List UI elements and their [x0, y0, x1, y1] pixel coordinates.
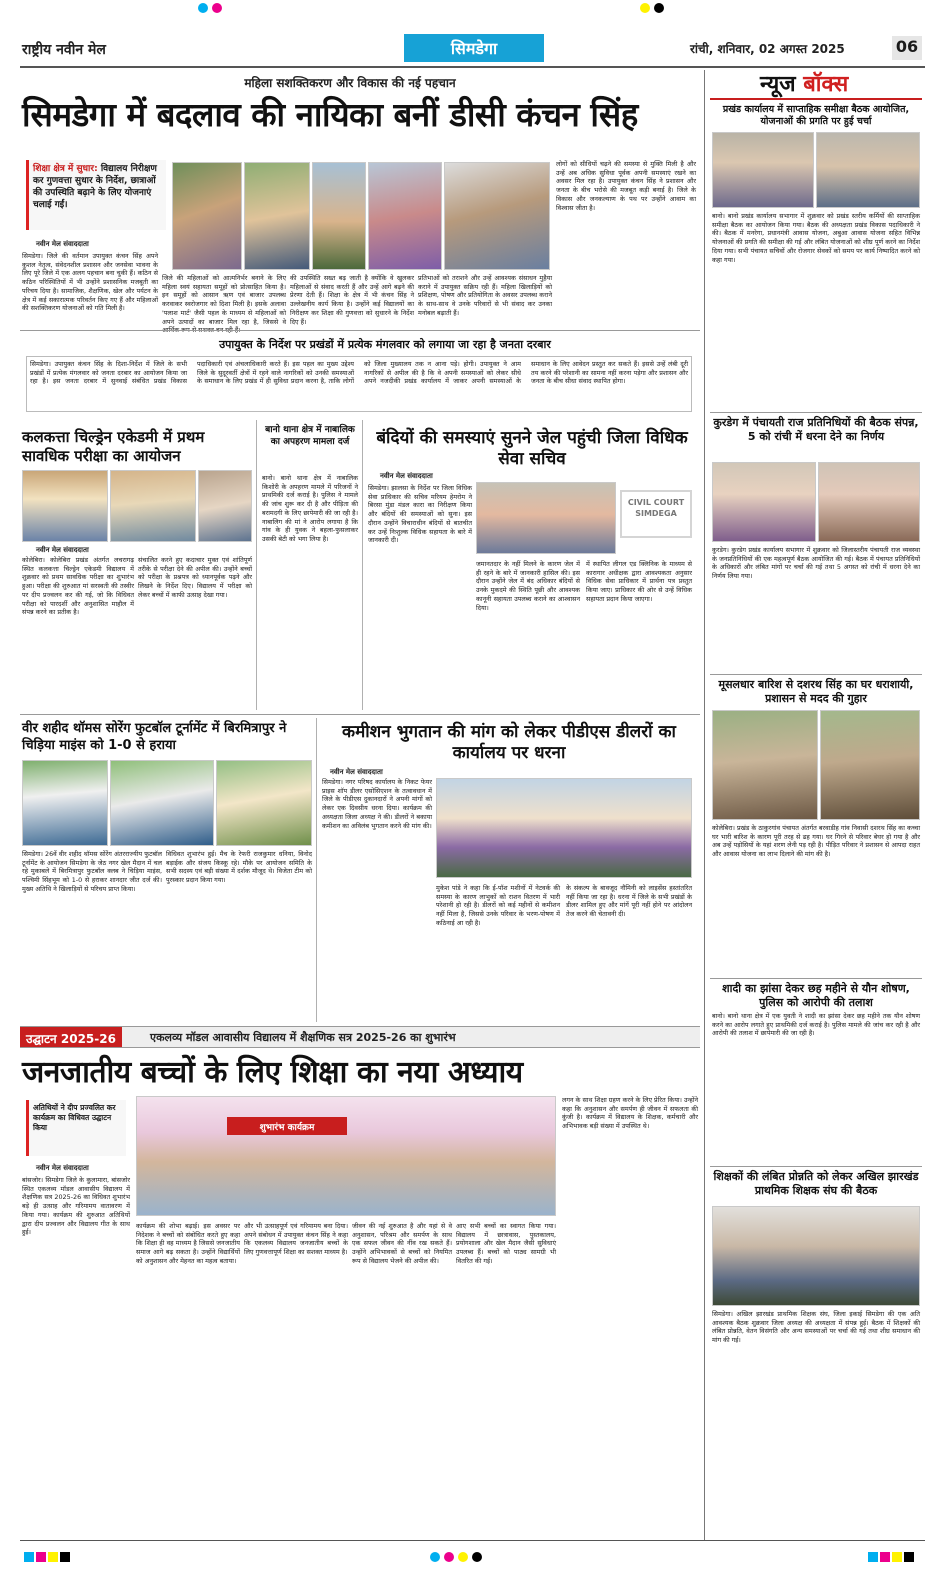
lead-highlight: [26, 160, 166, 230]
jail-col-3: में स्थापित लीगल एड क्लिनिक के माध्यम से कारागार अधीक्षक द्वारा आवश्यकता अनुसार विधिक सेवा प्राधिकार में प्रार्थना पत्र प्रस्तुत किया जाए। प्राधिकार की ओर से उन्हें विधिक सहायता प्रदान किया जाएगा।: [586, 560, 692, 603]
newsbox-title-black: न्यूज: [760, 72, 796, 97]
photo-caption: शुभारंभ कार्यक्रम: [227, 1117, 347, 1135]
jail-headline: बंदियों की समस्याएं सुनने जेल पहुंची जिला विधिक सेवा सचिव: [376, 428, 688, 469]
jail-col-1: सिमडेगा। झालसा के निर्देश पर जिला विधिक सेवा प्राधिकार की सचिव मरियम हेमरोम ने बिरसा मुंडा मंडल कारा का निरीक्षण किया और बंदियों की समस्याओं को सुना। इस दौरान उन्होंने विचाराधीन बंदियों से बातचीत कर उन्हें निःशुल्क विधिक सहायता के बारे में जानकारी दी।: [368, 484, 472, 545]
color-swatch: [904, 1552, 914, 1562]
registration-top: [20, 4, 925, 6]
pds-col-2: मुकेश पांडे ने कहा कि ई-पॉश मशीनों में नेटवर्क की समस्या के कारण लाभुकों को राशन वितरण में भारी परेशानी हो रही है। डीलरों को कई महीनों से कमीशन नहीं मिला है, जिससे उनके परिवार के भरण-पोषण में कठिनाई आ रही है।: [436, 884, 560, 927]
ekalavya-col-4: जीवन की नई शुरुआत है और यहां से वे अनुशासन, परिश्रम और समर्पण के साथ एक सफल जीवन की नींव रख सकते हैं। उन्होंने अभिभावकों से बच्चों को नियमित रूप से विद्यालय भेजने की अपील की।: [352, 1222, 452, 1265]
newsbox-title-red: बॉक्स: [803, 72, 849, 97]
newsbox-item3-text: कोलेबिरा। प्रखंड के ठाकुरगांव पंचायत अंतर्गत बरवाडीह गांव निवासी दशरथ सिंह का कच्चा घर भारी बारिश के कारण पूरी तरह से ढह गया। घर गिरने से परिवार बेघर हो गया है और अब उन्हें पड़ोसियों के यहां शरण लेनी पड़ रही है। पीड़ित परिवार ने प्रशासन से आपदा राहत और आवास योजना का लाभ दिलाने की मांग की है।: [712, 824, 920, 859]
lead-col-5: लोगों को सीधियों चढ़ने की समस्या से मुक्ति मिली है और उन्हें अब अधिक सुविधा पूर्वक अपनी समस्याएं रखने का अवसर मिल रहा है। उपायुक्त कंचन सिंह ने प्रशासन और जनता के बीच भरोसे की मजबूत कड़ी बनाई है। जिले के विकास और जनकल्याण के पथ पर उन्होंने आवाम का विश्वास जीता है।: [556, 160, 696, 212]
registration-dot: [458, 1552, 468, 1562]
divider: [362, 420, 363, 710]
registration-dot: [472, 1552, 482, 1562]
calcutta-col-2: संचालित करने हुए कदाचार मुक्त एवं शांतिपूर्ण तरीके से परीक्षा देने की अपील की। उन्होंने बच्चों को परीक्षा के प्रश्नपत्र को ध्यानपूर्वक पढ़ने और लिखने के निर्देश दिए। विद्यालय में परीक्षा को लेकर बच्चों में काफी उत्साह देखा गया।: [138, 556, 252, 599]
color-swatch: [60, 1552, 70, 1562]
jail-photo: [476, 482, 616, 554]
pds-headline: कमीशन भुगतान की मांग को लेकर पीडीएस डीलरों का कार्यालय पर धरना: [342, 722, 676, 763]
durbar-text: सिमडेगा। उपायुक्त कंचन सिंह के दिशा-निर्देश में जिले के सभी प्रखंडों में प्रत्येक मंगलवार को जनता दरबार का आयोजन किया जा रहा है। इस जनता दरबार में सुनवाई संबंधित प्रखंड विकास पदाधिकारी एवं अंचलाधिकारी करते हैं। इस पहल का मुख्य उद्देश्य जिले के सुदूरवर्ती क्षेत्रों में रहने वाले नागरिकों को उनकी समस्याओं के समाधान के लिए प्रखंड में ही सुविधा प्रदान करना है, ताकि लोगों को जिला मुख्यालय तक न आना पड़े। होगी। उपायुक्त ने आम नागरिकों से अपील की है कि वे अपनी समस्याओं को लेकर सीधे अपने नजदीकी प्रखंड कार्यालय में जाकर अपनी समस्याओं के समाधान के लिए आवेदन प्रस्तुत कर सकते हैं। इससे उन्हें लंबी दूरी तय करने की परेशानी का सामना नहीं करना पड़ेगा और प्रशासन और जनता के बीच सीधा संवाद स्थापित होगा।: [26, 356, 692, 412]
newsbox-item5-headline: शिक्षकों की लंबित प्रोन्नति को लेकर अखिल झारखंड प्राथमिक शिक्षक संघ की बैठक: [713, 1170, 919, 1197]
color-swatch: [868, 1552, 878, 1562]
calcutta-byline: नवीन मेल संवाददाता: [36, 546, 89, 554]
ekalavya-headline: जनजातीय बच्चों के लिए शिक्षा का नया अध्याय: [22, 1055, 523, 1090]
registration-dot: [430, 1552, 440, 1562]
pds-byline: नवीन मेल संवाददाता: [330, 768, 383, 776]
banner-tag: उद्घाटन 2025-26: [20, 1027, 122, 1047]
jail-col-2: जमानतदार के नहीं मिलने के कारण जेल में ही रहने के बारे में जानकारी हासिल की। इस दौरान उन्होंने जेल में बंद अधिकार बंदियों से उनके मुकदमे की स्थिति पूछी और आवश्यक कानूनी सहायता उपलब्ध कराने का आश्वासन दिया।: [476, 560, 580, 612]
color-swatch: [892, 1552, 902, 1562]
lead-photo-3: [312, 162, 366, 270]
newsbox-item1-text: बानो। बानो प्रखंड कार्यालय सभागार में शुक्रवार को प्रखंड स्तरीय कर्मियों की साप्ताहिक समीक्षा बैठक का आयोजन किया गया। बैठक की अध्यक्षता प्रखंड विकास पदाधिकारी ने की। बैठक में मनरेगा, प्रधानमंत्री आवास योजना, अबुआ आवास योजना सहित विभिन्न योजनाओं की प्रगति की समीक्षा की गई और लंबित योजनाओं को शीघ्र पूर्ण करने का निर्देश दिया गया। सभी पंचायत सचिवों और रोजगार सेवकों को समय पर कार्य निष्पादित करने को कहा गया।: [712, 212, 920, 264]
newsbox-rule: [710, 98, 922, 100]
civil-court-stamp: CIVIL COURT SIMDEGA: [620, 490, 692, 538]
divider: [710, 1166, 922, 1167]
football-photo-2: [110, 760, 214, 846]
calcutta-photo-2: [110, 470, 196, 542]
calcutta-photo-1: [22, 470, 108, 542]
newsbox-item3-photo-2: [820, 710, 920, 820]
column-divider: [704, 70, 705, 1540]
calcutta-col-1: कोलेबिरा। कोलेबिरा प्रखंड अंतर्गत लचरागढ़ स्थित कलकत्ता चिल्ड्रेन एकेडमी विद्यालय में शुक्रवार को प्रथम सावधिक परीक्षा का शुभारंभ हुआ। परीक्षा की शुरुआत मां सरस्वती की तस्वीर पर दीप प्रज्वलन कर की गई, जो कि विधिवत परीक्षा को पारदर्शी और अनुशासित माहौल में संपन्न करने का प्रतीक है।: [22, 556, 134, 617]
footer-rule: [20, 1540, 925, 1541]
pds-col-1: सिमडेगा। नगर परिषद कार्यालय के निकट फेयर प्राइस शॉप डीलर एसोसिएशन के तत्वावधान में जिले के पीडीएस दुकानदारों ने अपनी मांगों को लेकर एक दिवसीय धरना दिया। कार्यक्रम की अध्यक्षता जिला अध्यक्ष ने की। डीलरों ने बकाया कमीशन का अविलंब भुगतान करने की मांग की।: [322, 778, 432, 830]
durbar-headline: उपायुक्त के निर्देश पर प्रखंडों में प्रत्येक मंगलवार को लगाया जा रहा है जनता दरबार: [219, 338, 551, 351]
lead-photo-2: [244, 162, 310, 270]
lead-col-2: जिले की महिलाओं को आत्मनिर्भर बनाने के लिए महिला स्वयं सहायता समूहों को प्रोत्साहित किया है। इन समूहों को आसान ऋण एवं बाजार उपलब्ध करवाकर स्वरोजगार को दिशा मिली है। इसके अलावा 'पलाश मार्ट' जैसी पहल के माध्यम से महिलाओं को अपने उत्पादों का बाजार मिल रहा है, जिससे वे: [162, 274, 286, 326]
registration-dot: [212, 3, 222, 13]
banner-text: एकलव्य मॉडल आवासीय विद्यालय में शैक्षणिक सत्र 2025-26 का शुभारंभ: [150, 1031, 456, 1044]
lead-photo-4: [368, 162, 442, 270]
newsbox-item4-headline: शादी का झांसा देकर छह महीने से यौन शोषण, पुलिस को आरोपी की तलाश: [722, 982, 910, 1009]
divider: [20, 330, 700, 331]
newsbox-item5-text: सिमडेगा। अखिल झारखंड प्राथमिक शिक्षक संघ, जिला इकाई सिमडेगा की एक अति आवश्यक बैठक शुक्रवार जिला अध्यक्ष की अध्यक्षता में संपन्न हुई। बैठक में शिक्षकों की लंबित प्रोन्नति, वेतन विसंगति और अन्य समस्याओं पर चर्चा की गई तथा शीघ्र समाधान की मांग की गई।: [712, 1310, 920, 1345]
newsbox-title: [760, 68, 910, 98]
football-headline: वीर शहीद थॉमस सोरेंग फुटबॉल टूर्नामेंट में बिरमित्रापुर ने चिड़िया माइंस को 1-0 से हराया: [22, 721, 287, 753]
ekalavya-col-6: लगन के साथ शिक्षा ग्रहण करने के लिए प्रेरित किया। उन्होंने कहा कि अनुशासन और समर्पण ही जीवन में सफलता की कुंजी है। कार्यक्रम में विद्यालय के शिक्षक, कर्मचारी और अभिभावक बड़ी संख्या में उपस्थित थे।: [562, 1096, 699, 1131]
color-swatch: [880, 1552, 890, 1562]
newsbox-item1-headline: प्रखंड कार्यालय में साप्ताहिक समीक्षा बैठक आयोजित, योजनाओं की प्रगति पर हुई चर्चा: [722, 104, 910, 127]
newsbox-item5-photo: [712, 1206, 920, 1306]
football-col-1: सिमडेगा। 26वें वीर शहीद थॉमस सोरेंग अंतरराज्यीय फुटबॉल टूर्नामेंट के आयोजन सिमडेगा के जेठ नगर खेल मैदान में चल रहे मुकाबले में बिरमित्रापुर फुटबॉल क्लब ने चिड़िया माइंस, पश्चिमी सिंहभूम को 1-0 से हराकर शानदार जीत दर्ज की। मुख्य अतिथि ने खिलाड़ियों से परिचय प्राप्त किया।: [22, 850, 162, 893]
dateline: रांची, शनिवार, 02 अगस्त 2025: [690, 42, 845, 56]
registration-dot: [198, 3, 208, 13]
color-swatch: [36, 1552, 46, 1562]
ekalavya-col-1: बांसजोर। सिमडेगा जिले के कुलामारा, बांसजोर स्थित एकलव्य मॉडल आवासीय विद्यालय में शैक्षणिक सत्र 2025-26 का विधिवत शुभारंभ बड़े ही उत्साह और गरिमामय वातावरण में किया गया। कार्यक्रम की शुरुआत अतिथियों द्वारा दीप प्रज्वलन और विद्यालय गीत के साथ हुई।: [22, 1176, 130, 1237]
color-swatch: [24, 1552, 34, 1562]
pds-col-3: के संकल्प के बावजूद नौमिनी को लाइसेंस हस्तांतरित नहीं किया जा रहा है। धरना में जिले के सभी प्रखंडों के डीलर शामिल हुए और मांगें पूरी नहीं होने पर आंदोलन तेज करने की चेतावनी दी।: [566, 884, 692, 919]
calcutta-headline: कलकत्ता चिल्ड्रेन एकेडमी में प्रथम सावधिक परीक्षा का आयोजन: [22, 428, 205, 465]
highlight-text: विद्यालय निरीक्षण कर गुणवत्ता सुधार के निर्देश, छात्राओं की उपस्थिति बढ़ाने के लिए योजनाएं चलाई गईं।: [33, 164, 157, 210]
newsbox-item2-photo-1: [712, 462, 816, 542]
newsbox-item2-headline: कुरडेग में पंचायती राज प्रतिनिधियों की बैठक संपन्न, 5 को रांची में धरना देने का निर्णय: [713, 416, 919, 443]
ekalavya-byline: नवीन मेल संवाददाता: [36, 1164, 89, 1172]
divider: [710, 978, 922, 979]
divider: [20, 714, 700, 715]
lead-headline: सिमडेगा में बदलाव की नायिका बनीं डीसी कंचन सिंह: [22, 95, 638, 134]
highlight-label: शिक्षा क्षेत्र में सुधार:: [33, 164, 98, 174]
inauguration-banner: [20, 1026, 700, 1048]
newsbox-item3-headline: मूसलधार बारिश से दशरथ सिंह का घर धराशायी, प्रशासन से मदद की गुहार: [718, 678, 914, 705]
masthead: राष्ट्रीय नवीन मेल: [22, 42, 106, 58]
divider: [710, 674, 922, 675]
ekalavya-col-3: और भी उत्साहपूर्ण एवं गरिमामय बना दिया। अपने संबोधन में उपायुक्त कंचन सिंह ने कहा कि एकलव्य विद्यालय जनजातीय बच्चों के लिए गुणवत्तापूर्ण शिक्षा का सशक्त माध्यम है।: [244, 1222, 348, 1257]
lead-byline: नवीन मेल संवाददाता: [36, 240, 89, 248]
registration-dot: [654, 3, 664, 13]
ekalavya-col-5: आए सभी बच्चों का स्वागत किया गया। विद्यालय में छात्रावास, पुस्तकालय, प्रयोगशाला और खेल मैदान जैसी सुविधाएं उपलब्ध हैं। बच्चों को पाठ्य सामग्री भी वितरित की गई।: [456, 1222, 556, 1265]
divider: [710, 412, 922, 413]
pds-photo: [436, 778, 692, 878]
lead-col-1: सिमडेगा। जिले की वर्तमान उपायुक्त कंचन सिंह अपने कुशल नेतृत्व, संवेदनशील प्रशासन और जनसेवा भावना के लिए पूरे जिले में एक अलग पहचान बना चुकी हैं। कठिन से कठिन परिस्थितियों में भी उन्होंने प्रशासनिक मजबूती का परिचय दिया है। सामाजिक, शैक्षणिक, खेल और पर्यटन के क्षेत्र में कई सकारात्मक परिवर्तन किए गए हैं और महिलाओं की सशक्तिकरण योजनाओं को गति मिली है।: [22, 252, 158, 313]
registration-dot: [444, 1552, 454, 1562]
lead-photo-5: [444, 162, 550, 270]
ekalavya-highlight: अतिथियों ने दीप प्रज्वलित कर कार्यक्रम का विधिवत उद्घाटन किया: [26, 1100, 126, 1156]
newsbox-item1-photo-1: [712, 132, 814, 208]
divider: [316, 718, 317, 1022]
bano-headline: बानो थाना क्षेत्र में नाबालिक का अपहरण मामला दर्ज: [265, 425, 355, 447]
football-col-2: विधिवत शुभारंभ हुई। मैच के रेफरी राजकुमार धनिया, विनोद बड़ाईक और संजय किस्कू रहे। मौके पर आयोजन समिति के सभी सदस्य एवं बड़ी संख्या में दर्शक मौजूद थे। विजेता टीम को पुरस्कार प्रदान किया गया।: [166, 850, 312, 885]
page-number: 06: [892, 36, 922, 60]
calcutta-photo-3: [198, 470, 252, 542]
ekalavya-photo: [136, 1096, 556, 1216]
newsbox-item1-photo-2: [816, 132, 920, 208]
football-photo-1: [22, 760, 108, 846]
newsbox-item4-text: बानो। बानो थाना क्षेत्र में एक युवती ने शादी का झांसा देकर छह महीने तक यौन शोषण करने का आरोप लगाते हुए प्राथमिकी दर्ज कराई है। पुलिस मामले की जांच कर रही है और आरोपी की तलाश में छापेमारी की जा रही है।: [712, 1012, 920, 1038]
football-photo-3: [216, 760, 312, 846]
lead-kicker: महिला सशक्तिकरण और विकास की नई पहचान: [244, 76, 456, 90]
lead-col-3: की उपस्थिति सख्त बढ़ जाती है क्योंकि वे खुलकर महिलाओं से संवाद करती हैं और उन्हें आगे बढ़ने की प्रेरणा देती हैं। शिक्षा के क्षेत्र में भी कंचन सिंह ने उल्लेखनीय कार्य किया है। उन्होंने कई विद्यालयों का निरीक्षण कर शिक्षा की गुणवत्ता को सुधारने के निर्देश दिए हैं।: [290, 274, 414, 326]
bano-text: बानो। बानो थाना क्षेत्र में नाबालिक किशोरी के अपहरण मामले में परिजनों ने प्राथमिकी दर्ज कराई है। पुलिस ने मामले की जांच शुरू कर दी है और पीड़िता की बरामदगी के लिए छापेमारी की जा रही है। नाबालिग की मां ने आरोप लगाया है कि गांव के ही युवक ने बहला-फुसलाकर उसकी बेटी को भगा लिया है।: [262, 474, 358, 543]
newsbox-item2-photo-2: [818, 462, 920, 542]
color-swatch: [48, 1552, 58, 1562]
newsbox-item3-photo-1: [712, 710, 818, 820]
lead-photo-1: [172, 162, 242, 270]
ekalavya-col-2: कार्यक्रम की शोभा बढ़ाई। इस अवसर पर निदेशक ने बच्चों को संबोधित करते हुए कहा कि शिक्षा ही वह माध्यम है जिससे जनजातीय समाज आगे बढ़ सकता है। उन्होंने विद्यार्थियों को अनुशासन और मेहनत का महत्व बताया।: [136, 1222, 240, 1265]
newsbox-item2-text: कुरडेग। कुरडेग प्रखंड कार्यालय सभागार में शुक्रवार को जिलास्तरीय पंचायती राज व्यवस्था के जनप्रतिनिधियों की एक महत्वपूर्ण बैठक आयोजित की गई। बैठक में पंचायत प्रतिनिधियों के अधिकारों और लंबित मांगों पर चर्चा की गई तथा 5 अगस्त को रांची में धरना देने का निर्णय लिया गया।: [712, 546, 920, 581]
lead-col-4: प्रतिभाओं को तराशने और उन्हें आवश्यक संसाधन मुहैया कराने में उपायुक्त सक्रिय रही हैं। महिला खिलाड़ियों को प्रशिक्षण, पोषण और प्रतियोगिता के अवसर उपलब्ध कराने के साथ-साथ वे उनके परिवारों से भी संवाद कर उनका मनोबल बढ़ाती हैं।: [418, 274, 552, 317]
divider: [256, 420, 257, 710]
section-tab: सिमडेगा: [404, 34, 544, 62]
jail-byline: नवीन मेल संवाददाता: [380, 472, 433, 480]
registration-dot: [640, 3, 650, 13]
